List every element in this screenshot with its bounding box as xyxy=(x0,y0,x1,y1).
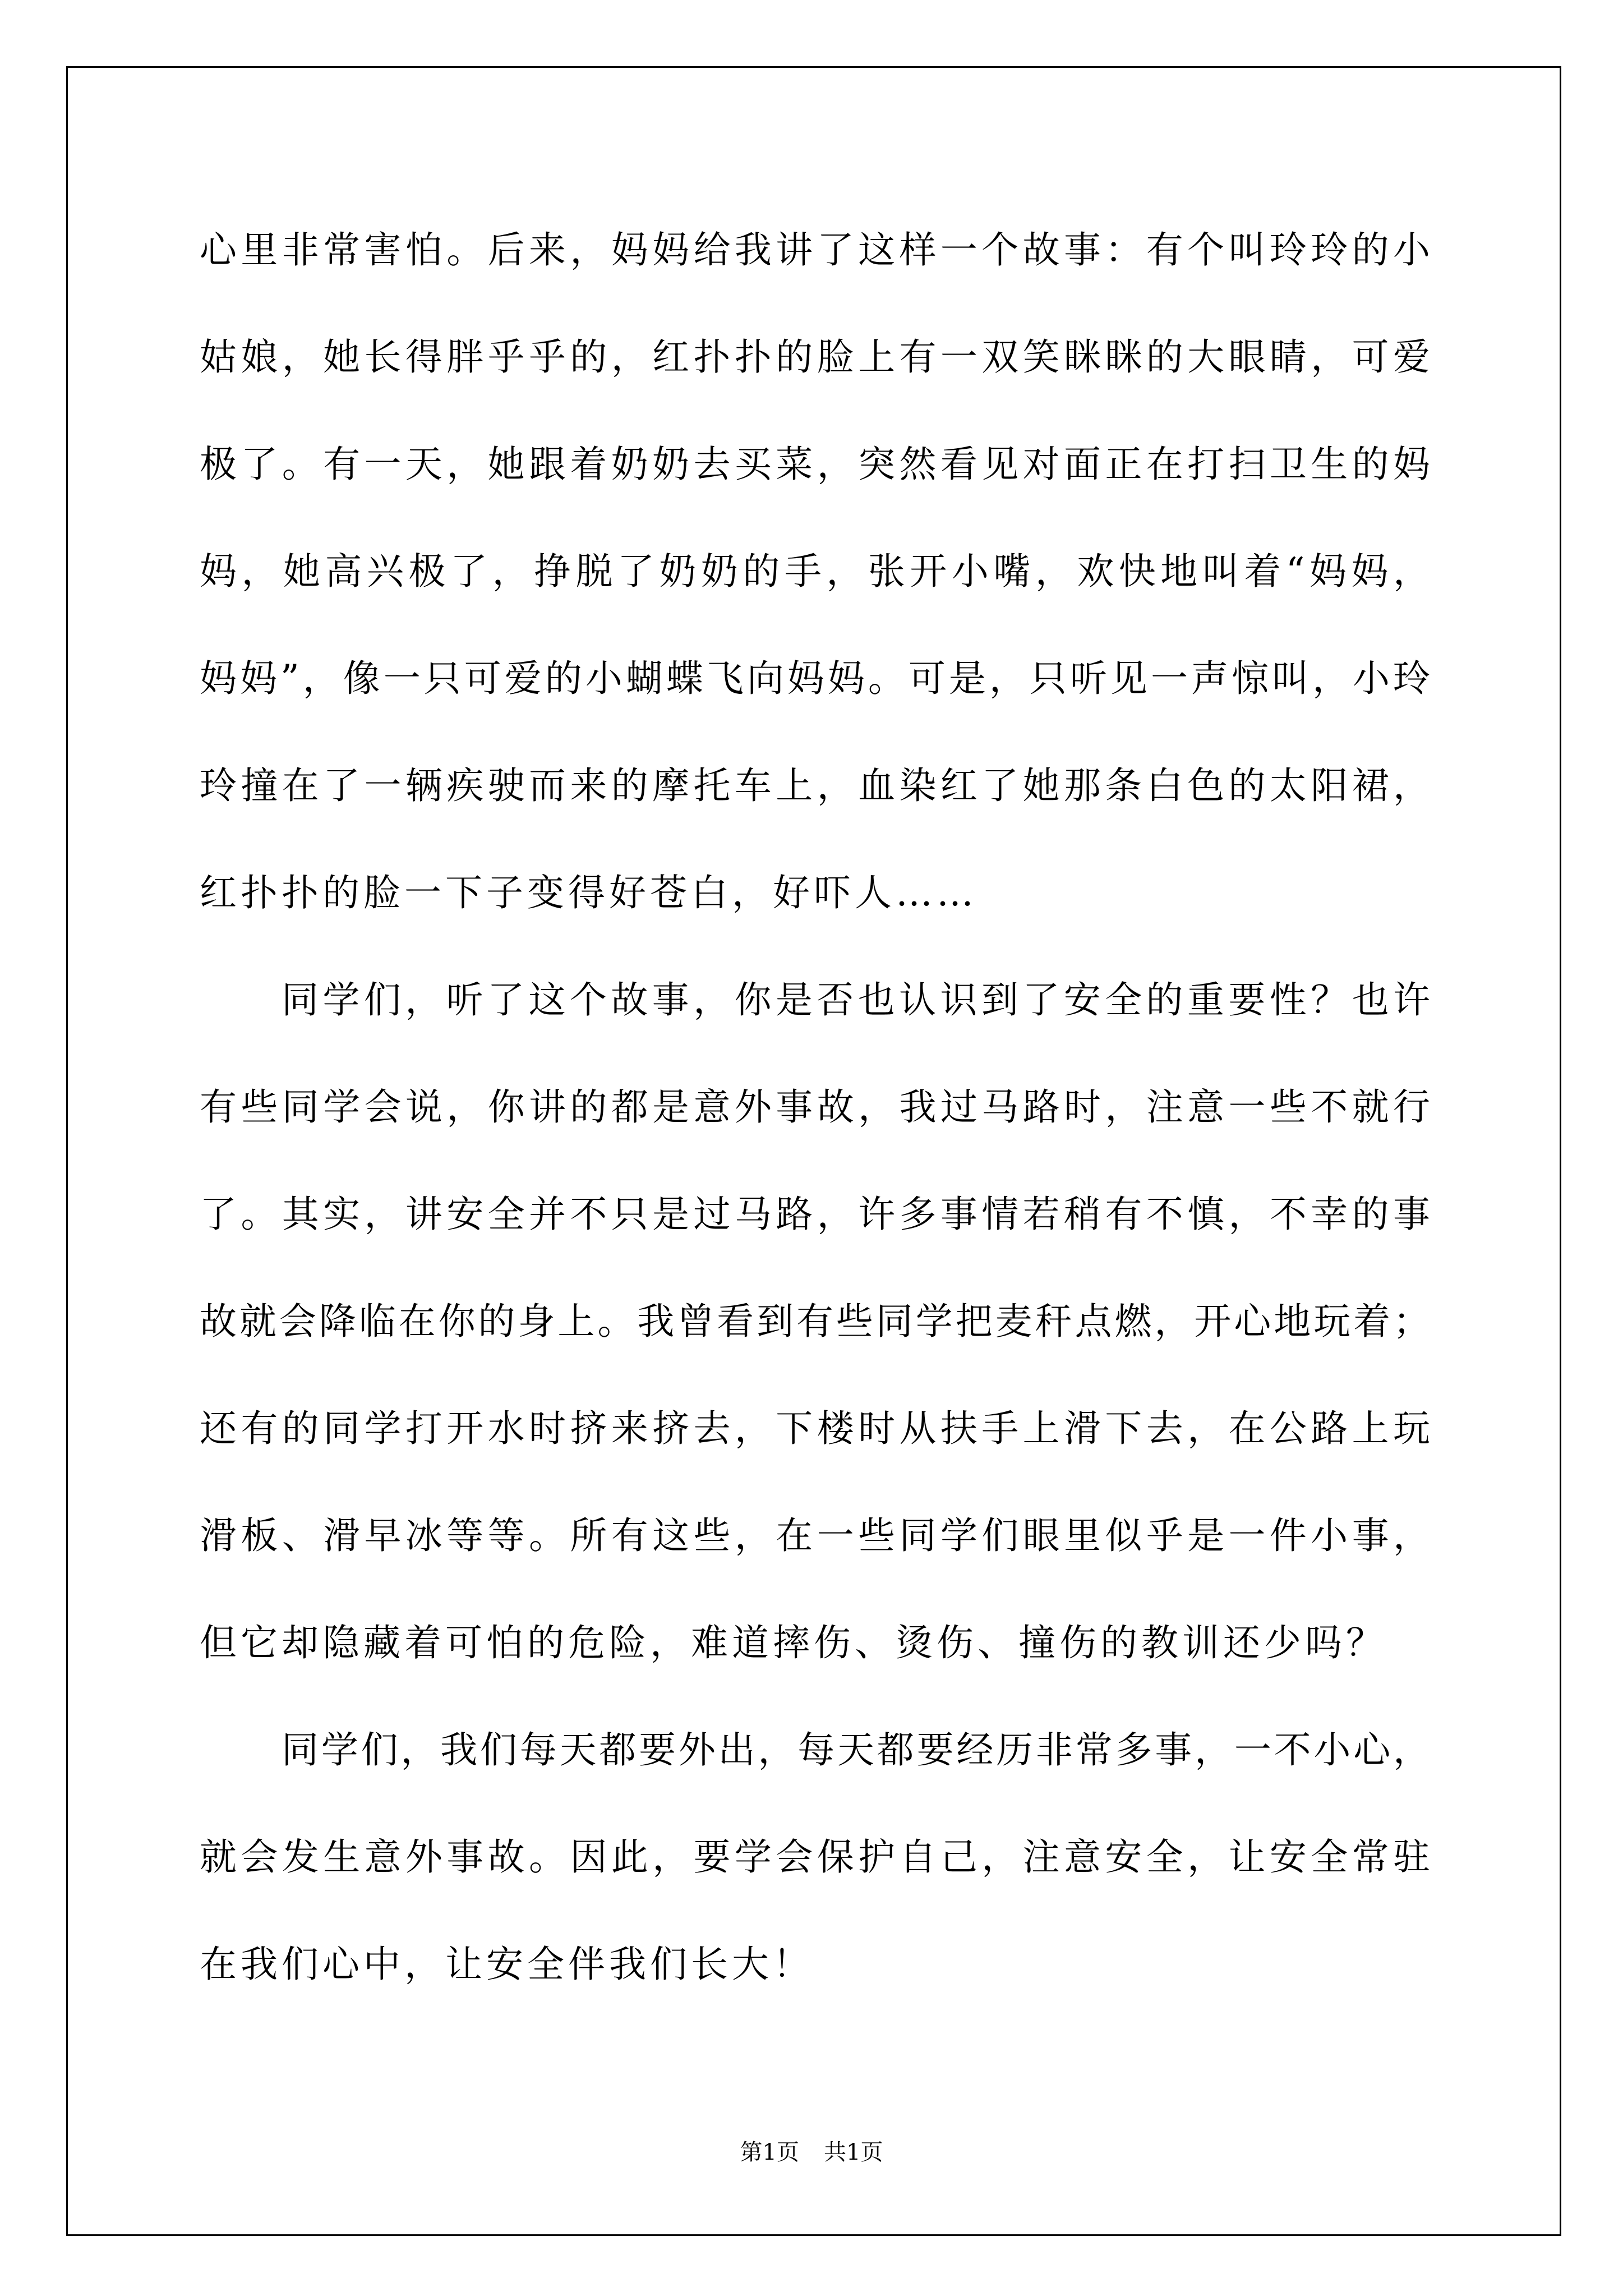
text-line: 有些同学会说，你讲的都是意外事故，我过马路时，注意一些不就行 xyxy=(200,1085,1432,1129)
text-line: 姑娘，她长得胖乎乎的，红扑扑的脸上有一双笑眯眯的大眼睛，可爱 xyxy=(200,335,1432,379)
text-line: 在我们心中，让安全伴我们长大！ xyxy=(200,1943,814,1986)
page-footer xyxy=(0,2137,1623,2168)
text-line: 同学们，我们每天都要外出，每天都要经历非常多事，一不小心， xyxy=(282,1728,1432,1772)
page-total: 共1页 xyxy=(824,2139,883,2165)
text-line: 故就会降临在你的身上。我曾看到有些同学把麦秆点燃，开心地玩着； xyxy=(200,1300,1432,1343)
paragraph xyxy=(200,1696,1432,2018)
text-line: 了。其实，讲安全并不只是过马路，许多事情若稍有不慎，不幸的事 xyxy=(200,1193,1432,1236)
text-line: 极了。有一天，她跟着奶奶去买菜，突然看见对面正在打扫卫生的妈 xyxy=(200,443,1432,486)
document-body xyxy=(200,196,1432,2018)
text-line: 心里非常害怕。后来，妈妈给我讲了这样一个故事：有个叫玲玲的小 xyxy=(200,228,1432,272)
paragraph xyxy=(200,946,1432,1696)
text-line: 但它却隐藏着可怕的危险，难道摔伤、烫伤、撞伤的教训还少吗？ xyxy=(200,1621,1387,1664)
text-line: 就会发生意外事故。因此，要学会保护自己，注意安全，让安全常驻 xyxy=(200,1835,1432,1879)
text-line: 玲撞在了一辆疾驶而来的摩托车上，血染红了她那条白色的太阳裙， xyxy=(200,764,1432,807)
text-line: 同学们，听了这个故事，你是否也认识到了安全的重要性？也许 xyxy=(282,978,1432,1022)
text-line: 还有的同学打开水时挤来挤去，下楼时从扶手上滑下去，在公路上玩 xyxy=(200,1407,1432,1450)
page-number: 第1页 xyxy=(740,2139,799,2165)
text-line: 妈，她高兴极了，挣脱了奶奶的手，张开小嘴，欢快地叫着“妈妈， xyxy=(200,550,1432,593)
text-line: 妈妈”，像一只可爱的小蝴蝶飞向妈妈。可是，只听见一声惊叫，小玲 xyxy=(200,657,1432,700)
text-line: 滑板、滑早冰等等。所有这些，在一些同学们眼里似乎是一件小事， xyxy=(200,1514,1432,1557)
paragraph xyxy=(200,196,1432,946)
text-line: 红扑扑的脸一下子变得好苍白，好吓人…… xyxy=(200,871,978,914)
